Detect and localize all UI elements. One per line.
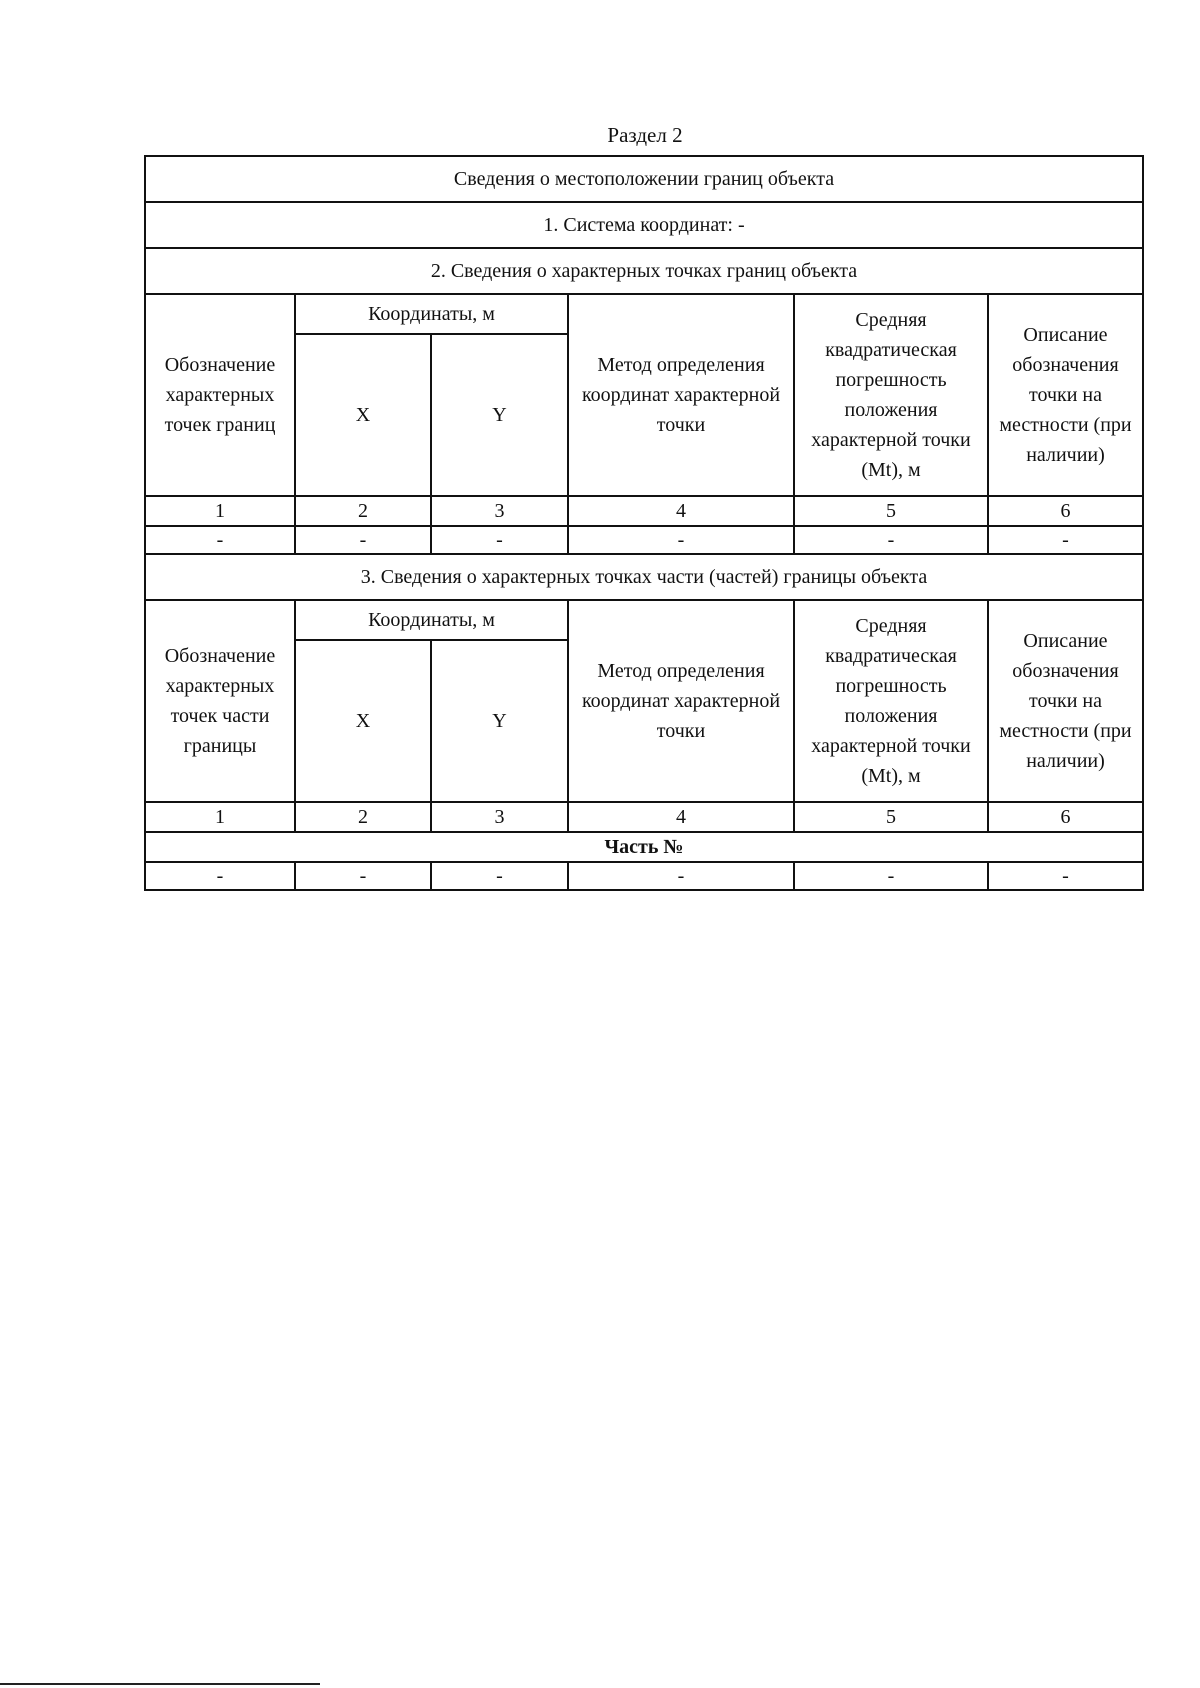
block3-number-row <box>145 802 1143 832</box>
block2-x-label: X <box>295 334 431 496</box>
block3-val-3: - <box>431 862 568 890</box>
block3-value-row <box>145 862 1143 890</box>
block2-val-5: - <box>794 526 988 554</box>
coord-system-row <box>145 202 1143 248</box>
block2-num-3: 3 <box>431 496 568 526</box>
block3-col-description: Описание обозначения точки на местности (при наличии) <box>988 600 1143 802</box>
section-title: Раздел 2 <box>607 123 683 147</box>
block2-number-row <box>145 496 1143 526</box>
block2-val-1: - <box>145 526 295 554</box>
block3-y-label: Y <box>431 640 568 802</box>
block2-num-1: 1 <box>145 496 295 526</box>
block2-col-method: Метод определения координат характерной точки <box>568 294 794 496</box>
block3-header-row <box>145 600 1143 640</box>
boundary-table <box>144 155 1144 891</box>
block3-val-2: - <box>295 862 431 890</box>
coord-system-text: 1. Система координат: - <box>145 202 1143 248</box>
block3-col-method: Метод определения координат характерной точки <box>568 600 794 802</box>
block3-val-1: - <box>145 862 295 890</box>
block2-val-6: - <box>988 526 1143 554</box>
block2-col-description: Описание обозначения точки на местности (при наличии) <box>988 294 1143 496</box>
table-title-row <box>145 156 1143 202</box>
footnote-rule <box>0 1683 320 1685</box>
block2-col-accuracy: Средняя квадратическая погрешность положения характерной точки (Mt), м <box>794 294 988 496</box>
block3-val-5: - <box>794 862 988 890</box>
block3-x-label: X <box>295 640 431 802</box>
block2-y-label: Y <box>431 334 568 496</box>
block3-num-4: 4 <box>568 802 794 832</box>
block2-heading: 2. Сведения о характерных точках границ объекта <box>145 248 1143 294</box>
block3-part-label: Часть № <box>145 832 1143 862</box>
block2-num-6: 6 <box>988 496 1143 526</box>
block2-heading-row <box>145 248 1143 294</box>
block2-val-2: - <box>295 526 431 554</box>
block3-num-3: 3 <box>431 802 568 832</box>
block3-val-6: - <box>988 862 1143 890</box>
block2-num-4: 4 <box>568 496 794 526</box>
block2-val-3: - <box>431 526 568 554</box>
block3-num-5: 5 <box>794 802 988 832</box>
block2-num-5: 5 <box>794 496 988 526</box>
block3-val-4: - <box>568 862 794 890</box>
block2-value-row <box>145 526 1143 554</box>
block2-coords-label: Координаты, м <box>295 294 568 334</box>
block3-num-6: 6 <box>988 802 1143 832</box>
block3-heading: 3. Сведения о характерных точках части (частей) границы объекта <box>145 554 1143 600</box>
block2-num-2: 2 <box>295 496 431 526</box>
block3-num-2: 2 <box>295 802 431 832</box>
block3-col-designation: Обозначение характерных точек части границы <box>145 600 295 802</box>
block2-header-row <box>145 294 1143 334</box>
block3-coords-label: Координаты, м <box>295 600 568 640</box>
block2-col-designation: Обозначение характерных точек границ <box>145 294 295 496</box>
block2-val-4: - <box>568 526 794 554</box>
block3-part-row <box>145 832 1143 862</box>
block3-col-accuracy: Средняя квадратическая погрешность положения характерной точки (Mt), м <box>794 600 988 802</box>
block3-num-1: 1 <box>145 802 295 832</box>
block3-heading-row <box>145 554 1143 600</box>
table-title: Сведения о местоположении границ объекта <box>145 156 1143 202</box>
